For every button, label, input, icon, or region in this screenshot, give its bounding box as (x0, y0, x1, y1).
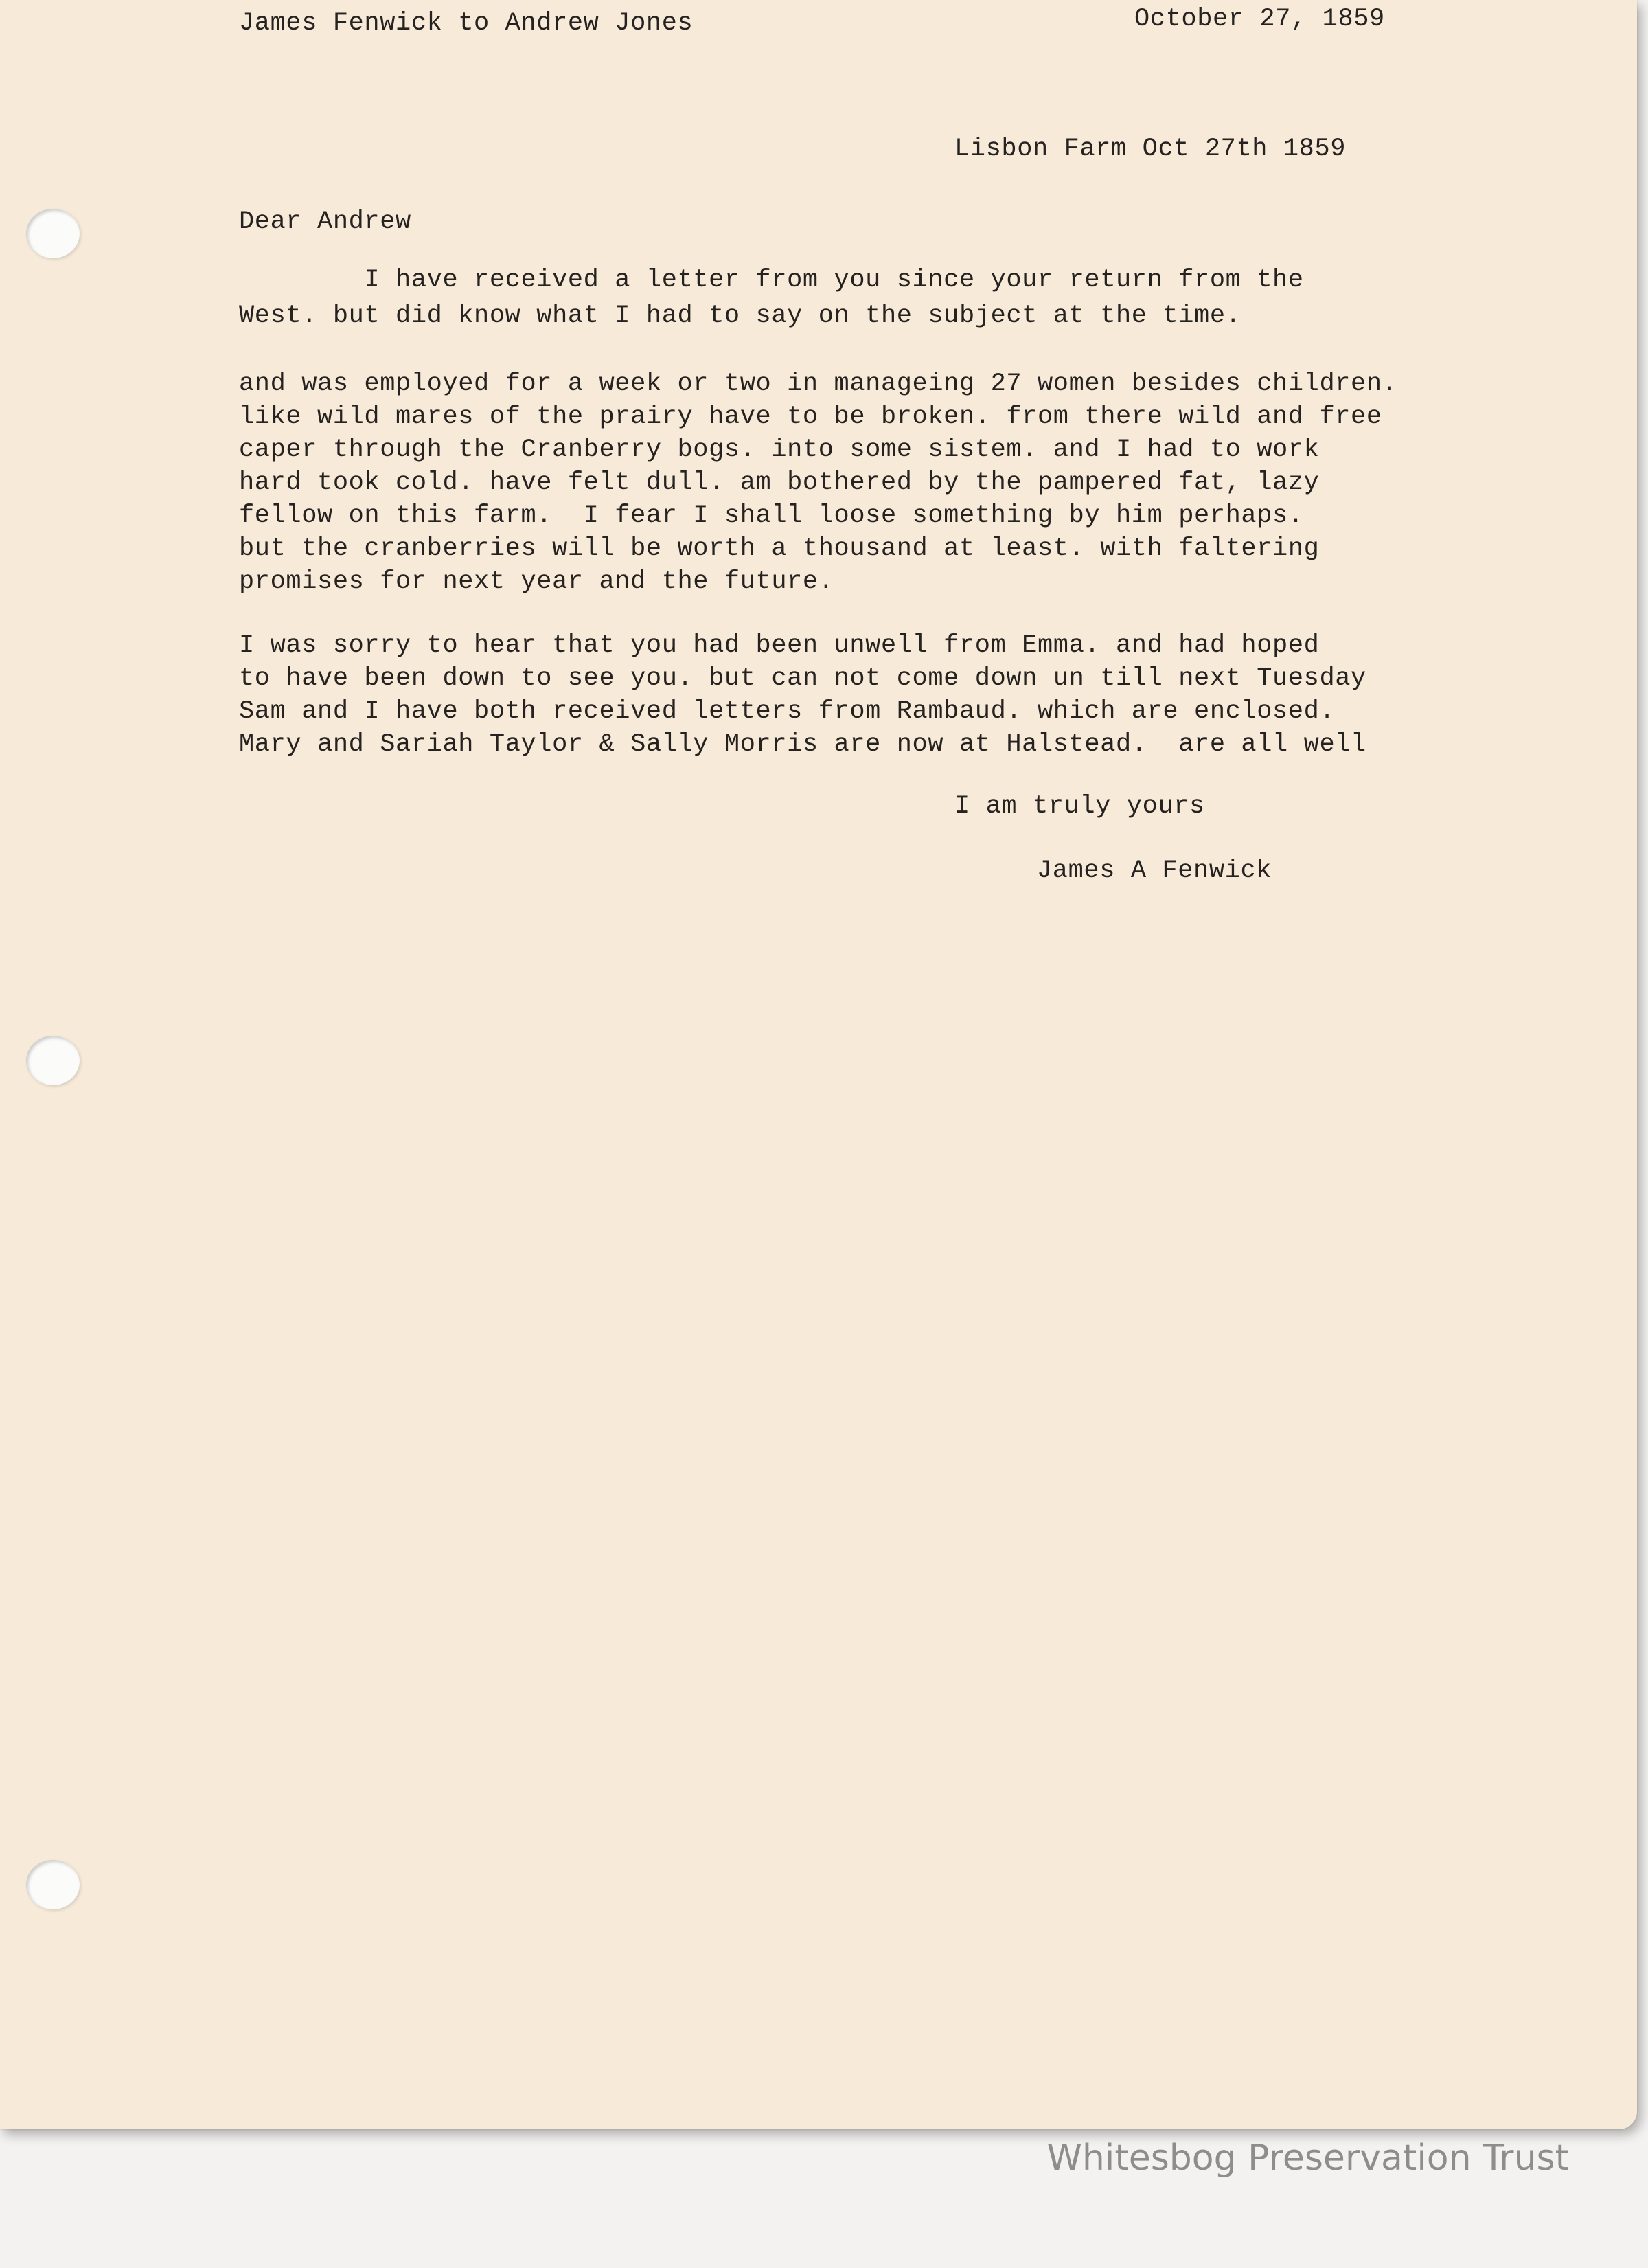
punch-hole (26, 209, 80, 258)
text-line: and was employed for a week or two in manageing 27 women besides children. (239, 370, 1398, 398)
text-line: but the cranberries will be worth a thousand at least. with faltering (239, 534, 1320, 563)
text-line: I have received a letter from you since your return from the (239, 266, 1304, 295)
header-date: October 27, 1859 (1134, 5, 1385, 34)
salutation: Dear Andrew (239, 207, 411, 236)
text-line: Sam and I have both received letters from Rambaud. which are enclosed. (239, 697, 1336, 726)
closing: I am truly yours (954, 792, 1205, 821)
text-line: to have been down to see you. but can not come down un till next Tuesday (239, 664, 1366, 693)
text-line: I was sorry to hear that you had been unwell from Emma. and had hoped (239, 631, 1320, 660)
text-line: hard took cold. have felt dull. am bothered by the pampered fat, lazy (239, 468, 1320, 497)
text-line: West. but did know what I had to say on the subject at the time. (239, 302, 1241, 330)
header-correspondents: James Fenwick to Andrew Jones (239, 9, 694, 38)
watermark: Whitesbog Preservation Trust (1046, 2137, 1569, 2179)
text-line: fellow on this farm. I fear I shall loose something by him perhaps. (239, 501, 1304, 530)
text-line: Mary and Sariah Taylor & Sally Morris are now at Halstead. are all well (239, 730, 1366, 759)
text-line: caper through the Cranberry bogs. into some sistem. and I had to work (239, 435, 1320, 464)
signature: James A Fenwick (1037, 857, 1272, 885)
text-line: like wild mares of the prairy have to be broken. from there wild and free (239, 402, 1382, 431)
punch-hole (26, 1036, 80, 1085)
place-date: Lisbon Farm Oct 27th 1859 (954, 135, 1347, 163)
punch-hole (26, 1860, 80, 1909)
text-line: promises for next year and the future. (239, 567, 834, 596)
